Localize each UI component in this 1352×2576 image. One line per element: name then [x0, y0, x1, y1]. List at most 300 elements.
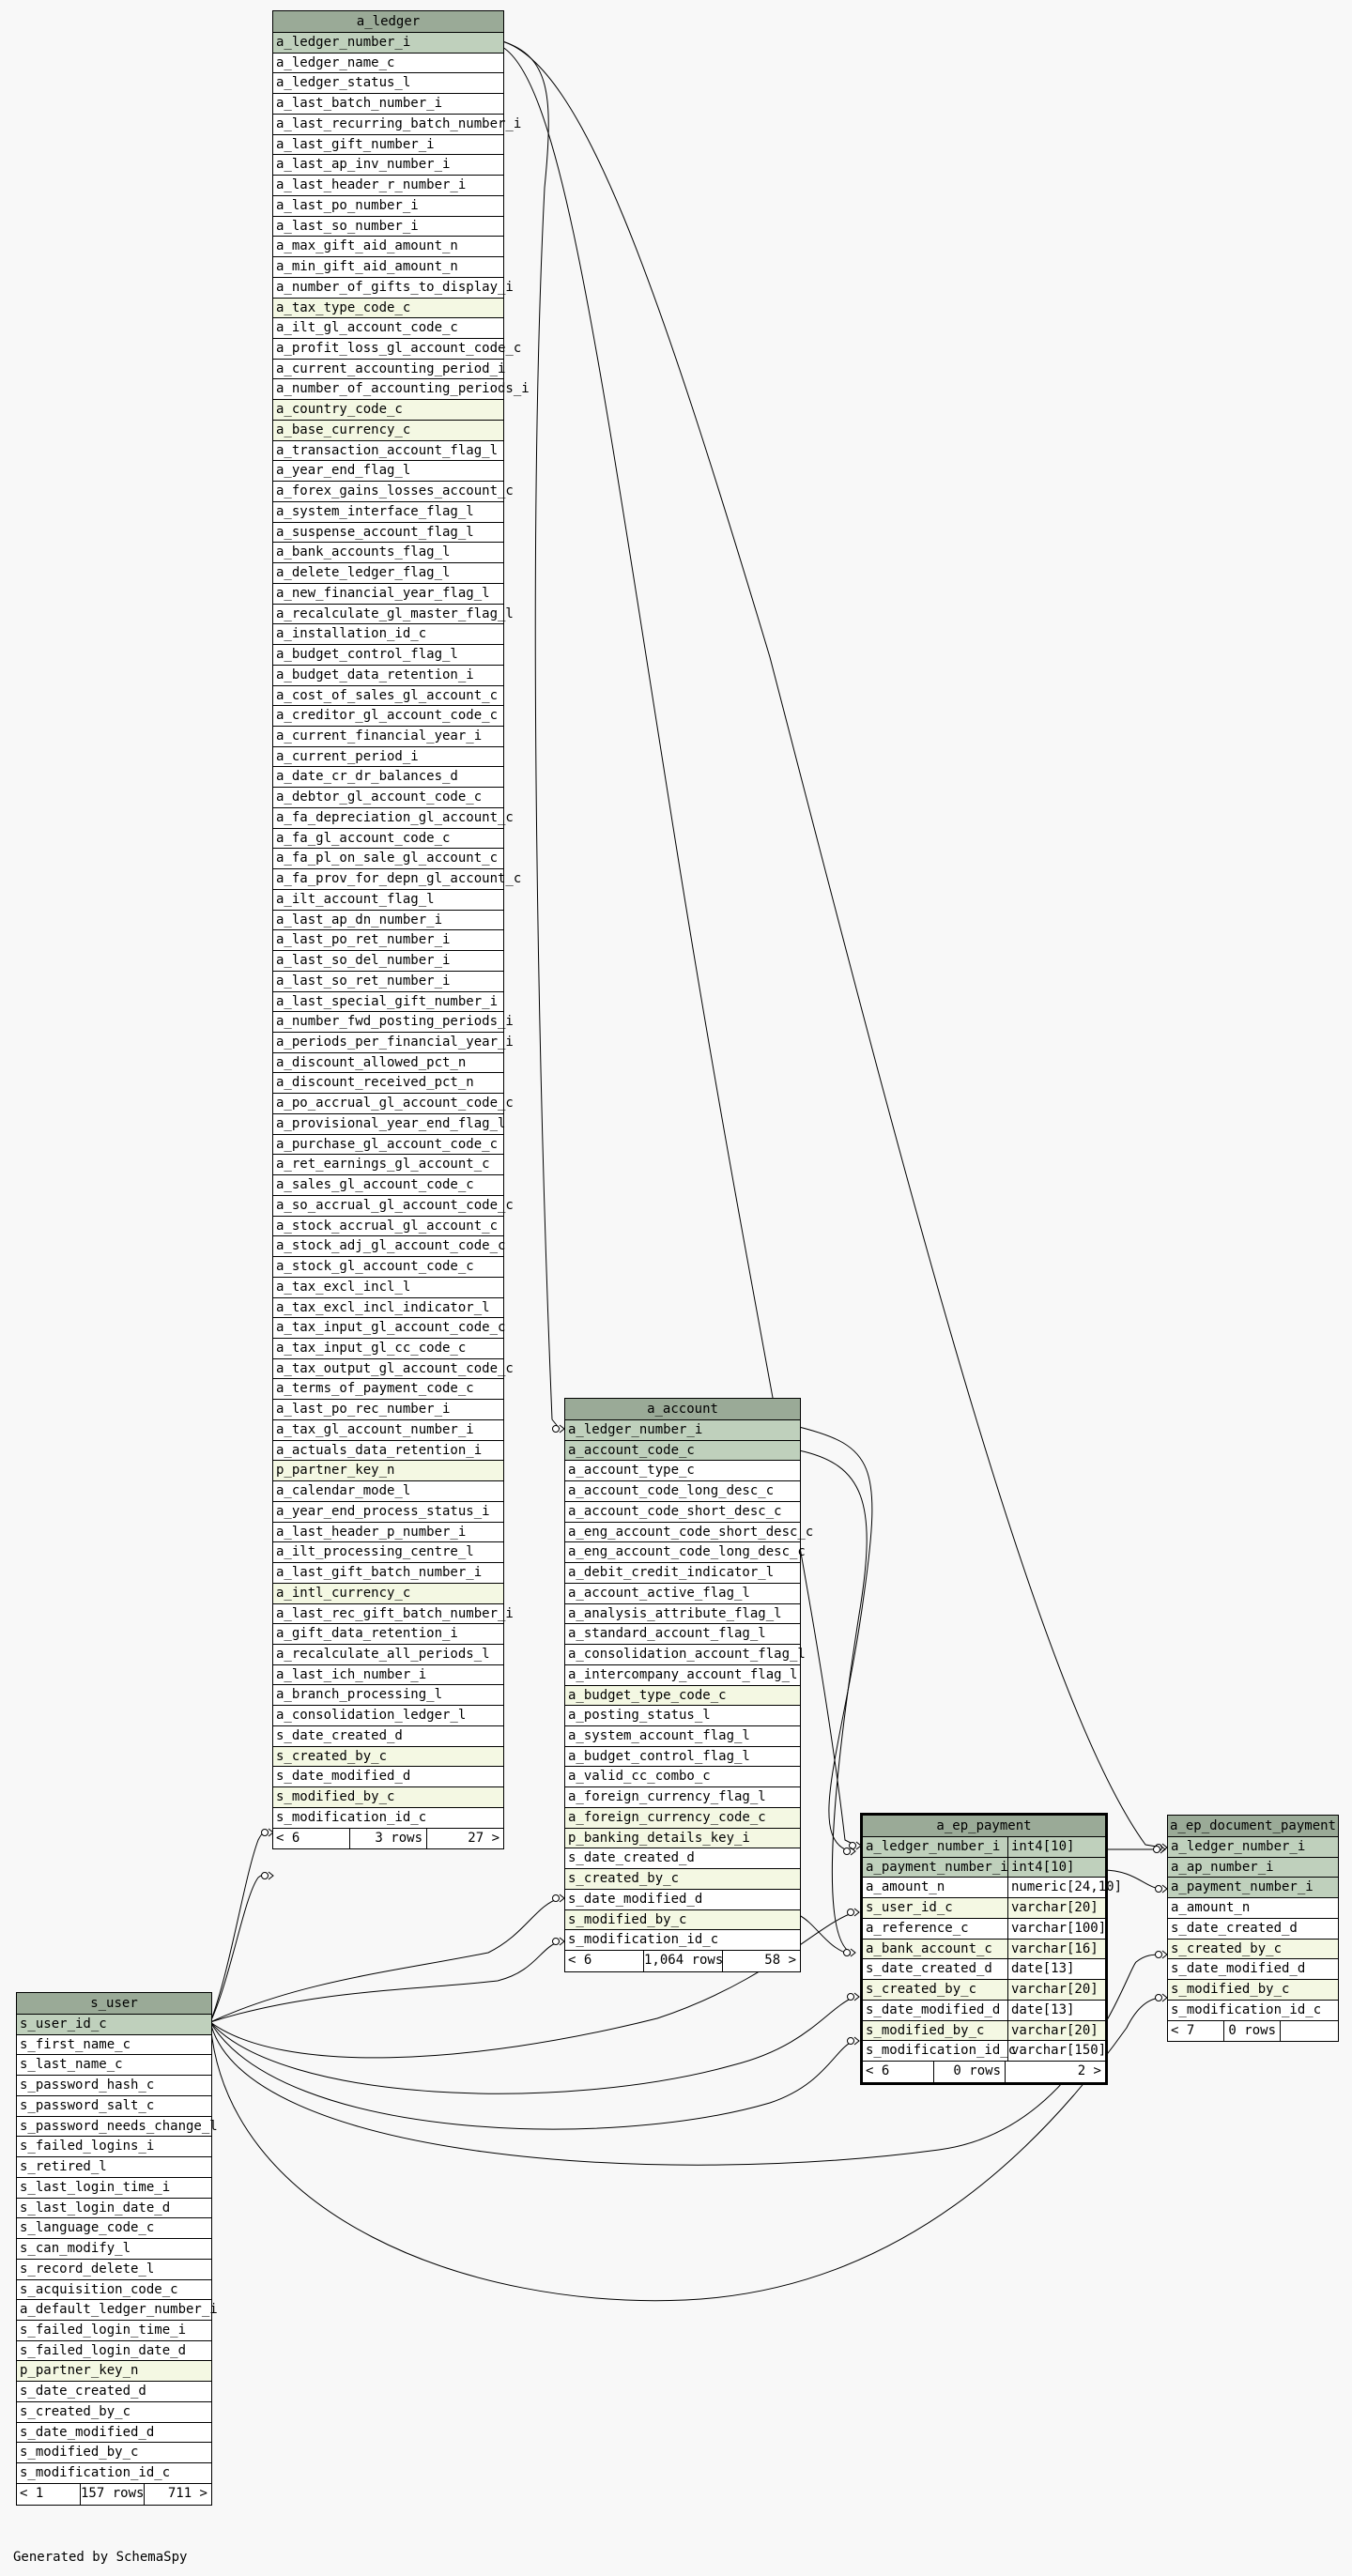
- foreign-key-column[interactable]: [863, 2021, 1105, 2042]
- relationship-end-marker: [848, 1909, 854, 1916]
- column-name: s_modified_by_c: [20, 2445, 139, 2461]
- table-column[interactable]: [863, 2001, 1105, 2021]
- table-column[interactable]: [273, 155, 503, 176]
- table-column[interactable]: [17, 2341, 211, 2362]
- children-count-link[interactable]: 711 >: [167, 2485, 207, 2501]
- table-column[interactable]: [273, 543, 503, 563]
- table-column[interactable]: [273, 1502, 503, 1523]
- table-column[interactable]: [17, 2463, 211, 2484]
- column-name: a_payment_number_i: [1171, 1879, 1314, 1895]
- column-name: a_date_cr_dr_balances_d: [276, 769, 458, 785]
- column-name: a_fa_gl_account_code_c: [276, 830, 451, 846]
- relationship-end-marker: [1154, 1847, 1160, 1853]
- table-a-account[interactable]: [564, 1398, 814, 1972]
- table-column[interactable]: [273, 930, 503, 951]
- foreign-key-column[interactable]: [565, 1686, 800, 1707]
- column-name: a_year_end_process_status_i: [276, 1503, 490, 1519]
- column-name: a_account_code_c: [568, 1442, 695, 1458]
- column-name: a_discount_received_pct_n: [276, 1075, 474, 1091]
- table-column[interactable]: [273, 73, 503, 94]
- column-name: a_provisional_year_end_flag_l: [276, 1115, 506, 1131]
- column-name: a_transaction_account_flag_l: [276, 442, 499, 458]
- relationship-line-account-to-ep-payment: [799, 1427, 872, 1849]
- relationship-line-user-to-ledger-modified: [210, 1875, 269, 2022]
- table-column[interactable]: [17, 2260, 211, 2280]
- column-name: a_min_gift_aid_amount_n: [276, 259, 458, 275]
- primary-key-column[interactable]: [863, 1858, 1105, 1878]
- column-name: s_date_created_d: [568, 1850, 695, 1866]
- relationship-crowfoot: [854, 2037, 859, 2045]
- table-column[interactable]: [273, 176, 503, 196]
- table-column[interactable]: [273, 1033, 514, 1053]
- column-name: s_modified_by_c: [866, 2022, 985, 2038]
- table-column[interactable]: [273, 605, 514, 625]
- foreign-key-column[interactable]: [863, 1980, 1105, 2001]
- foreign-key-column[interactable]: [273, 1461, 503, 1481]
- table-column[interactable]: [273, 1236, 506, 1257]
- table-column[interactable]: [273, 441, 503, 462]
- column-name: a_reference_c: [866, 1920, 969, 1936]
- table-column[interactable]: [17, 2157, 211, 2178]
- column-name: a_delete_ledger_flag_l: [276, 565, 451, 581]
- table-column[interactable]: [17, 2423, 211, 2444]
- relationship-end-marker: [844, 1848, 851, 1855]
- table-column[interactable]: [565, 1584, 800, 1604]
- column-name: a_eng_account_code_short_desc_c: [568, 1524, 814, 1540]
- relationship-end-marker: [850, 1843, 856, 1849]
- table-column[interactable]: [273, 767, 503, 788]
- table-column[interactable]: [273, 890, 503, 911]
- column-name: s_password_hash_c: [20, 2078, 155, 2093]
- column-name: s_modified_by_c: [1171, 1982, 1290, 1998]
- table-column[interactable]: [17, 2076, 211, 2096]
- foreign-key-column[interactable]: [273, 1787, 503, 1808]
- generated-by-label: Generated by SchemaSpy: [13, 2550, 188, 2565]
- primary-key-column[interactable]: [1168, 1878, 1338, 1898]
- table-column[interactable]: [273, 94, 503, 115]
- table-column[interactable]: [273, 1767, 503, 1787]
- column-name: a_posting_status_l: [568, 1708, 711, 1724]
- table-column[interactable]: [863, 1919, 1105, 1940]
- column-name: s_date_created_d: [20, 2384, 146, 2400]
- primary-key-column[interactable]: [565, 1420, 800, 1441]
- foreign-key-column[interactable]: [273, 1584, 503, 1604]
- children-count-link[interactable]: 58 >: [764, 1953, 796, 1969]
- table-column[interactable]: [17, 2117, 218, 2138]
- column-name: a_budget_control_flag_l: [276, 647, 458, 663]
- column-name: a_last_header_r_number_i: [276, 177, 467, 193]
- column-name: s_date_modified_d: [276, 1769, 411, 1785]
- column-name: a_analysis_attribute_flag_l: [568, 1605, 782, 1621]
- table-column[interactable]: [273, 666, 503, 686]
- table-column[interactable]: [273, 747, 503, 768]
- table-column[interactable]: [17, 2218, 211, 2239]
- table-column[interactable]: [565, 1461, 800, 1481]
- table-column[interactable]: [273, 1685, 503, 1706]
- table-column[interactable]: [273, 849, 503, 869]
- table-column[interactable]: [863, 2041, 1105, 2062]
- column-name: s_user_id_c: [866, 1900, 953, 1916]
- primary-key-column[interactable]: [1168, 1858, 1338, 1878]
- table-column[interactable]: [273, 1318, 506, 1339]
- column-name: s_created_by_c: [276, 1748, 388, 1764]
- parents-count-link[interactable]: < 6: [565, 1951, 644, 1971]
- column-name: a_bank_accounts_flag_l: [276, 544, 451, 560]
- table-column[interactable]: [17, 2096, 211, 2117]
- table-column[interactable]: [17, 2035, 211, 2056]
- column-name: a_tax_output_gl_account_code_c: [276, 1360, 514, 1376]
- column-name: a_last_rec_gift_batch_number_i: [276, 1605, 514, 1621]
- column-name: a_last_special_gift_number_i: [276, 993, 499, 1009]
- column-name: a_stock_gl_account_code_c: [276, 1259, 474, 1275]
- column-name: a_ledger_number_i: [276, 35, 411, 50]
- table-column[interactable]: [565, 1624, 800, 1645]
- foreign-key-column[interactable]: [863, 1898, 1105, 1919]
- parents-count-link[interactable]: < 1: [17, 2484, 81, 2505]
- column-name: s_language_code_c: [20, 2220, 155, 2236]
- table-column[interactable]: [273, 1523, 503, 1543]
- primary-key-column[interactable]: [863, 1837, 1105, 1858]
- table-column[interactable]: [273, 1257, 503, 1278]
- table-column[interactable]: [273, 563, 503, 584]
- column-name: s_retired_l: [20, 2159, 107, 2175]
- table-column[interactable]: [273, 1217, 503, 1237]
- table-a-ep-document-payment[interactable]: [1167, 1815, 1339, 2042]
- table-column[interactable]: [273, 318, 503, 339]
- column-name: a_profit_loss_gl_account_code_c: [276, 341, 522, 357]
- table-column[interactable]: [565, 1563, 800, 1584]
- column-name: a_recalculate_all_periods_l: [276, 1647, 490, 1663]
- table-column[interactable]: [273, 584, 503, 605]
- table-column[interactable]: [273, 1706, 503, 1726]
- column-name: a_max_gift_aid_amount_n: [276, 238, 458, 254]
- table-column[interactable]: [273, 54, 503, 74]
- table-column[interactable]: [273, 1053, 503, 1074]
- column-name: s_last_login_date_d: [20, 2200, 171, 2216]
- column-type: date[13]: [1007, 2001, 1105, 2020]
- table-column[interactable]: [273, 135, 503, 156]
- table-column[interactable]: [273, 1624, 503, 1645]
- column-name: a_budget_type_code_c: [568, 1687, 727, 1703]
- table-column[interactable]: [863, 1878, 1123, 1898]
- relationship-end-marker: [262, 1873, 269, 1879]
- foreign-key-column[interactable]: [565, 1829, 800, 1849]
- column-name: a_foreign_currency_flag_l: [568, 1789, 766, 1805]
- foreign-key-column[interactable]: [863, 1940, 1105, 1960]
- column-name: a_payment_number_i: [866, 1859, 1008, 1875]
- column-name: a_last_po_number_i: [276, 197, 419, 213]
- table-column[interactable]: [273, 379, 530, 400]
- primary-key-column[interactable]: [1168, 1837, 1338, 1858]
- relationship-end-marker: [553, 1895, 560, 1902]
- table-column[interactable]: [273, 482, 514, 502]
- column-name: a_year_end_flag_l: [276, 463, 411, 479]
- row-count: 0 rows: [934, 2062, 1006, 2082]
- column-name: a_valid_cc_combo_c: [568, 1769, 711, 1785]
- column-name: s_modification_id_c: [1171, 2001, 1322, 2017]
- table-column[interactable]: [17, 2402, 211, 2423]
- table-column[interactable]: [273, 829, 503, 850]
- column-type: int4[10]: [1007, 1858, 1105, 1878]
- table-title[interactable]: s_user: [17, 1993, 211, 2015]
- foreign-key-column[interactable]: [273, 400, 503, 421]
- table-column[interactable]: [273, 727, 503, 747]
- table-column[interactable]: [273, 1808, 503, 1829]
- table-column[interactable]: [273, 257, 503, 278]
- relationship-crowfoot: [854, 1909, 859, 1916]
- column-name: s_modified_by_c: [276, 1789, 395, 1805]
- table-column[interactable]: [273, 1563, 503, 1584]
- column-name: a_fa_pl_on_sale_gl_account_c: [276, 851, 499, 866]
- table-column[interactable]: [273, 278, 514, 299]
- foreign-key-column[interactable]: [565, 1808, 800, 1829]
- column-type: numeric[24,10]: [1007, 1878, 1122, 1897]
- table-column[interactable]: [273, 869, 522, 890]
- column-name: a_creditor_gl_account_code_c: [276, 708, 499, 724]
- table-column[interactable]: [17, 2300, 218, 2321]
- column-name: a_last_ich_number_i: [276, 1666, 427, 1682]
- foreign-key-column[interactable]: [1168, 1980, 1338, 2001]
- column-name: s_modification_id_c: [20, 2465, 171, 2481]
- column-name: a_tax_type_code_c: [276, 299, 411, 315]
- foreign-key-column[interactable]: [565, 1869, 800, 1890]
- row-count: 157 rows: [81, 2484, 145, 2505]
- table-title[interactable]: a_ep_payment: [863, 1816, 1105, 1837]
- table-column[interactable]: [17, 2443, 211, 2463]
- table-column[interactable]: [565, 1481, 800, 1502]
- column-name: a_last_po_rec_number_i: [276, 1402, 451, 1418]
- table-column[interactable]: [1168, 1898, 1338, 1919]
- primary-key-column[interactable]: [17, 2015, 211, 2035]
- table-column[interactable]: [565, 1767, 800, 1787]
- table-column[interactable]: [273, 1175, 503, 1196]
- table-column[interactable]: [273, 1645, 503, 1665]
- column-name: a_recalculate_gl_master_flag_l: [276, 606, 514, 621]
- table-column[interactable]: [565, 1890, 800, 1910]
- column-name: a_intl_currency_c: [276, 1585, 411, 1601]
- column-name: a_ilt_gl_account_code_c: [276, 320, 458, 336]
- column-name: a_system_interface_flag_l: [276, 503, 474, 519]
- column-name: a_system_account_flag_l: [568, 1728, 750, 1744]
- table-column[interactable]: [1168, 1919, 1338, 1940]
- table-column[interactable]: [565, 1706, 800, 1726]
- column-name: s_last_name_c: [20, 2057, 123, 2073]
- column-name: a_country_code_c: [276, 402, 403, 418]
- column-name: a_last_so_number_i: [276, 218, 419, 234]
- table-column[interactable]: [273, 788, 503, 808]
- relationship-end-marker: [1156, 1995, 1162, 2001]
- primary-key-column[interactable]: [273, 33, 503, 54]
- table-column[interactable]: [565, 1604, 800, 1625]
- table-column[interactable]: [273, 115, 522, 135]
- column-name: p_partner_key_n: [20, 2363, 139, 2379]
- column-name: s_created_by_c: [568, 1871, 680, 1887]
- table-column[interactable]: [565, 1787, 800, 1808]
- table-column[interactable]: [273, 237, 503, 257]
- foreign-key-column[interactable]: [1168, 1940, 1338, 1960]
- table-column[interactable]: [273, 1379, 503, 1400]
- table-s-user[interactable]: [16, 1992, 218, 2506]
- primary-key-column[interactable]: [565, 1441, 800, 1462]
- column-name: a_ledger_number_i: [866, 1839, 1001, 1854]
- table-column[interactable]: [273, 645, 503, 666]
- table-column[interactable]: [273, 1542, 503, 1563]
- table-column[interactable]: [273, 502, 503, 523]
- parents-count-link[interactable]: < 6: [273, 1829, 350, 1849]
- column-name: s_date_modified_d: [1171, 1961, 1306, 1977]
- table-title[interactable]: a_ledger: [273, 11, 503, 33]
- table-column[interactable]: [273, 624, 503, 645]
- column-name: a_standard_account_flag_l: [568, 1626, 766, 1642]
- table-column[interactable]: [273, 1094, 514, 1114]
- relationship-line-user-to-ledger-created: [210, 1832, 269, 2022]
- column-name: s_first_name_c: [20, 2036, 131, 2052]
- column-name: a_installation_id_c: [276, 626, 427, 642]
- table-column[interactable]: [273, 1604, 514, 1625]
- table-column[interactable]: [17, 2137, 211, 2157]
- table-column[interactable]: [273, 1073, 503, 1094]
- relationship-end-marker: [848, 1994, 854, 2001]
- column-name: s_date_modified_d: [866, 2001, 1001, 2017]
- column-name: p_partner_key_n: [276, 1463, 395, 1479]
- table-column[interactable]: [273, 951, 503, 972]
- children-count-link[interactable]: [1281, 2021, 1338, 2042]
- table-column[interactable]: [273, 1298, 503, 1319]
- table-title[interactable]: a_ep_document_payment: [1168, 1816, 1338, 1837]
- table-column[interactable]: [273, 360, 506, 380]
- table-column[interactable]: [565, 1747, 800, 1768]
- relationship-line-user-to-account-modified: [210, 1941, 560, 2022]
- table-column[interactable]: [863, 1959, 1105, 1980]
- table-column[interactable]: [565, 1542, 806, 1563]
- table-column[interactable]: [17, 2178, 211, 2199]
- column-name: a_account_code_long_desc_c: [568, 1483, 775, 1499]
- table-column[interactable]: [273, 1726, 503, 1747]
- column-name: a_tax_excl_incl_indicator_l: [276, 1299, 490, 1315]
- column-name: a_current_period_i: [276, 748, 419, 764]
- column-name: a_last_batch_number_i: [276, 96, 443, 112]
- children-count-link[interactable]: 27 >: [468, 1830, 499, 1846]
- table-column[interactable]: [273, 1135, 503, 1156]
- column-name: a_default_ledger_number_i: [20, 2302, 218, 2318]
- table-column[interactable]: [273, 1420, 503, 1441]
- table-column[interactable]: [565, 1645, 806, 1665]
- table-column[interactable]: [565, 1523, 814, 1543]
- column-name: s_failed_logins_i: [20, 2139, 155, 2154]
- table-column[interactable]: [273, 196, 503, 217]
- table-column[interactable]: [273, 1114, 506, 1135]
- table-column[interactable]: [273, 1278, 503, 1298]
- column-type: varchar[20]: [1007, 2021, 1105, 2041]
- table-column[interactable]: [273, 1441, 503, 1462]
- table-column[interactable]: [565, 1665, 800, 1686]
- table-column[interactable]: [273, 706, 503, 727]
- relationship-line-ledger-to-account: [502, 41, 560, 1429]
- relationship-end-marker: [553, 1939, 560, 1945]
- children-count-link[interactable]: 2 >: [1077, 2063, 1101, 2079]
- relationship-crowfoot: [854, 1993, 859, 2001]
- column-name: a_intercompany_account_flag_l: [568, 1666, 798, 1682]
- table-column[interactable]: [17, 2321, 211, 2341]
- table-column[interactable]: [273, 1665, 503, 1686]
- column-type: varchar[20]: [1007, 1898, 1105, 1918]
- table-column[interactable]: [273, 808, 514, 829]
- relationship-crowfoot: [269, 1872, 273, 1879]
- table-column[interactable]: [273, 972, 503, 992]
- column-name: a_consolidation_account_flag_l: [568, 1647, 806, 1663]
- table-column[interactable]: [17, 2382, 211, 2402]
- column-name: s_can_modify_l: [20, 2241, 131, 2257]
- table-column[interactable]: [273, 1339, 503, 1359]
- table-column[interactable]: [565, 1930, 800, 1951]
- table-column[interactable]: [273, 686, 503, 707]
- table-column[interactable]: [273, 1155, 503, 1175]
- column-name: a_last_ap_inv_number_i: [276, 157, 451, 173]
- table-column[interactable]: [273, 217, 503, 238]
- column-name: a_discount_allowed_pct_n: [276, 1054, 467, 1070]
- parents-count-link[interactable]: < 7: [1168, 2021, 1224, 2042]
- relationship-line-user-to-ep-modified: [210, 2022, 854, 2129]
- table-column[interactable]: [273, 523, 503, 544]
- table-column[interactable]: [273, 1012, 514, 1033]
- column-name: a_last_header_p_number_i: [276, 1524, 467, 1540]
- table-column[interactable]: [273, 911, 503, 931]
- table-column[interactable]: [273, 1359, 514, 1380]
- table-column[interactable]: [1168, 1959, 1338, 1980]
- table-column[interactable]: [273, 992, 503, 1013]
- foreign-key-column[interactable]: [17, 2361, 211, 2382]
- column-name: a_tax_excl_incl_l: [276, 1279, 411, 1295]
- column-name: a_budget_data_retention_i: [276, 667, 474, 682]
- foreign-key-column[interactable]: [273, 421, 503, 441]
- table-column[interactable]: [17, 2239, 211, 2260]
- foreign-key-column[interactable]: [273, 299, 503, 319]
- table-a-ep-payment[interactable]: [860, 1813, 1123, 2085]
- table-a-ledger[interactable]: [272, 10, 530, 1849]
- relationship-end-marker: [844, 1950, 851, 1956]
- table-column[interactable]: [273, 1196, 514, 1217]
- column-name: a_last_recurring_batch_number_i: [276, 115, 522, 131]
- column-name: a_current_financial_year_i: [276, 728, 483, 744]
- table-column[interactable]: [1168, 2001, 1338, 2021]
- relationship-end-marker: [1156, 1886, 1162, 1893]
- column-name: a_eng_account_code_long_desc_c: [568, 1544, 806, 1560]
- parents-count-link[interactable]: < 6: [863, 2062, 934, 2082]
- column-name: s_modification_id_c: [276, 1809, 427, 1825]
- table-column[interactable]: [17, 2055, 211, 2076]
- foreign-key-column[interactable]: [273, 1747, 503, 1768]
- foreign-key-column[interactable]: [565, 1910, 800, 1931]
- column-name: a_so_accrual_gl_account_code_c: [276, 1197, 514, 1213]
- column-name: s_created_by_c: [20, 2403, 131, 2419]
- relationship-end-marker: [553, 1426, 560, 1433]
- table-title[interactable]: a_account: [565, 1399, 800, 1420]
- column-name: a_suspense_account_flag_l: [276, 524, 474, 540]
- column-name: s_user_id_c: [20, 2016, 107, 2032]
- column-name: a_ledger_status_l: [276, 75, 411, 91]
- table-column[interactable]: [17, 2280, 211, 2301]
- column-name: s_modification_id_c: [568, 1932, 719, 1948]
- table-column[interactable]: [565, 1848, 800, 1869]
- table-column[interactable]: [273, 1481, 503, 1502]
- table-column[interactable]: [565, 1726, 800, 1747]
- table-column[interactable]: [273, 461, 503, 482]
- table-column[interactable]: [565, 1502, 800, 1523]
- table-column[interactable]: [17, 2199, 211, 2219]
- column-name: a_foreign_currency_code_c: [568, 1809, 766, 1825]
- table-column[interactable]: [273, 339, 522, 360]
- table-column[interactable]: [273, 1400, 503, 1420]
